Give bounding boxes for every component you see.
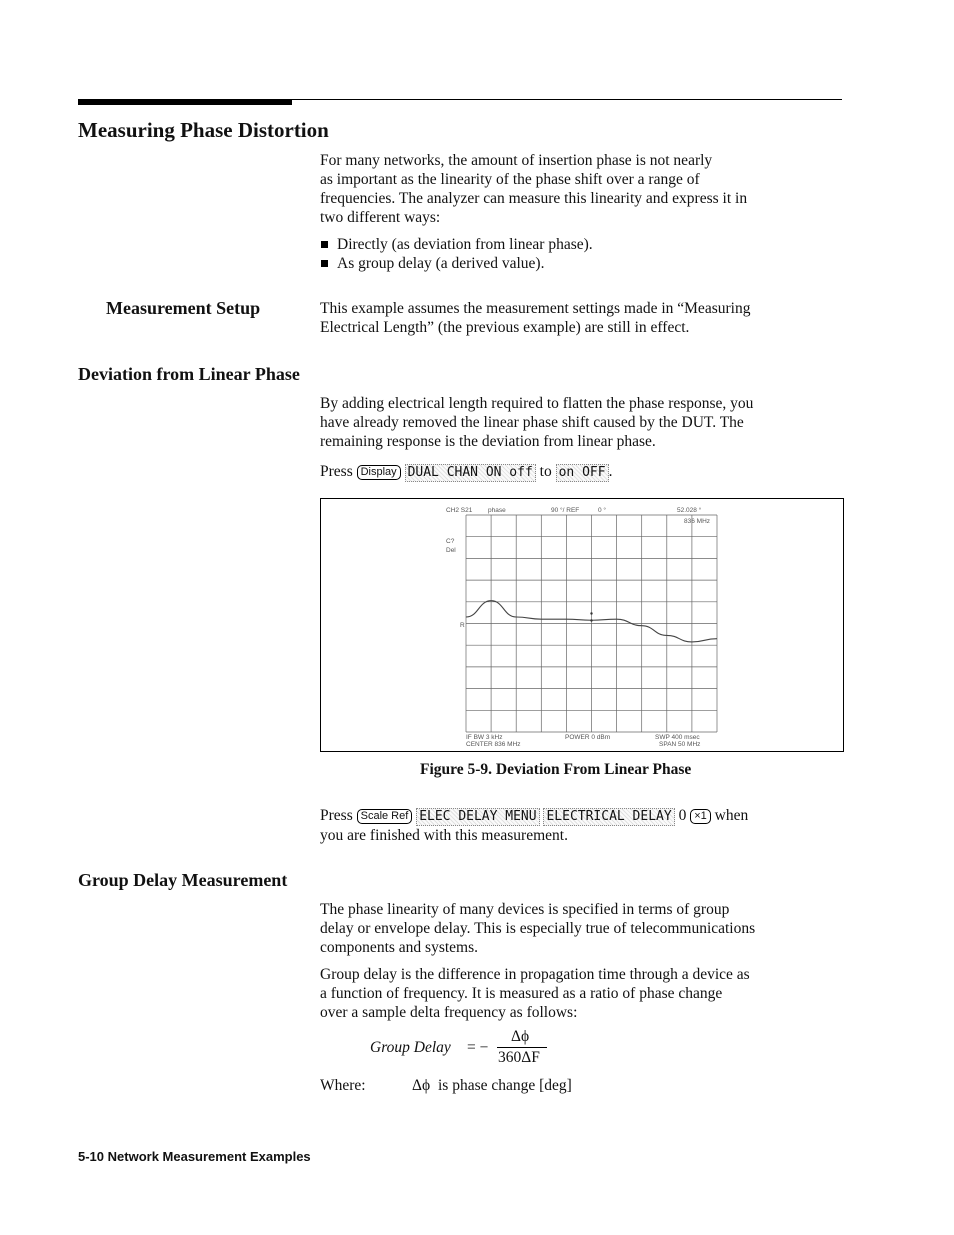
figure-caption: Figure 5-9. Deviation From Linear Phase xyxy=(420,761,692,778)
footer-span: SPAN 50 MHz xyxy=(659,741,701,748)
x1-key[interactable]: ×1 xyxy=(690,809,711,824)
header-ref: 0 ° xyxy=(598,507,607,514)
header-channel: CH2 S21 xyxy=(446,507,473,514)
measurement-setup-heading: Measurement Setup xyxy=(106,298,261,318)
display-key[interactable]: Display xyxy=(357,465,401,480)
header-scale: 90 °/ REF xyxy=(551,507,580,514)
where-description: is phase change [deg] xyxy=(438,1077,572,1094)
bullet-icon xyxy=(321,260,328,267)
header-marker-value: 52.028 ° xyxy=(677,507,702,514)
figure-frame xyxy=(320,498,844,752)
header-marker-freq: 836 MHz xyxy=(684,518,711,525)
footer-ifbw: IF BW 3 kHz xyxy=(466,734,503,741)
list-item: As group delay (a derived value). xyxy=(320,254,845,273)
deviation-paragraph: By adding electrical length required to flatten the phase response, you have already removed the linear phase shift caused by the DUT. The remaining response is the deviation from linear phase. xyxy=(320,395,754,450)
marker-dot xyxy=(590,619,592,621)
equation-denominator: 360ΔF xyxy=(498,1049,540,1066)
chart-grid xyxy=(466,515,717,732)
where-symbol: Δϕ xyxy=(412,1077,431,1094)
dual-chan-softkey[interactable]: DUAL CHAN ON off xyxy=(405,464,536,482)
intro-line: as important as the linearity of the phase shift over a range of xyxy=(320,171,700,188)
list-item: Directly (as deviation from linear phase). xyxy=(320,235,845,254)
deviation-heading: Deviation from Linear Phase xyxy=(78,364,300,384)
intro-line: For many networks, the amount of insertion phase is not nearly xyxy=(320,152,713,169)
equation-equals: = − xyxy=(467,1039,489,1056)
fraction-bar xyxy=(497,1047,547,1048)
intro-paragraph xyxy=(320,151,845,227)
footer-sweep: SWP 400 msec xyxy=(655,734,700,741)
press-display-instruction: Press Display DUAL CHAN ON off to on OFF . xyxy=(320,463,613,480)
press-scale-instruction: Press Scale Ref ELEC DELAY MENU ELECTRICAL DELAY 0 ×1 when you are finished with this measurement. xyxy=(320,807,749,844)
phase-deviation-chart xyxy=(321,499,843,751)
footer-center: CENTER 836 MHz xyxy=(466,741,521,748)
scale-ref-key[interactable]: Scale Ref xyxy=(357,809,413,824)
ref-marker: R xyxy=(460,622,465,629)
footer-power: POWER 0 dBm xyxy=(565,734,611,741)
page-title: Measuring Phase Distortion xyxy=(78,118,329,142)
header-format: phase xyxy=(488,507,506,514)
group-paragraph-2: Group delay is the difference in propagation time through a device as a function of frequency. It is measured as a ratio of phase change over a sample delta frequency as follows: xyxy=(320,966,750,1021)
group-paragraph-1: The phase linearity of many devices is specified in terms of group delay or envelope delay. This is especially true of telecommunications components and systems. xyxy=(320,901,756,956)
elec-delay-menu-softkey[interactable]: ELEC DELAY MENU xyxy=(416,808,539,826)
equation-lhs: Group Delay xyxy=(370,1039,451,1056)
side-cal-label: C? xyxy=(446,538,455,545)
bullet-list xyxy=(320,235,845,273)
page-footer: 5-10 Network Measurement Examples xyxy=(78,1149,311,1164)
side-del-label: Del xyxy=(446,547,456,554)
equation-numerator: Δϕ xyxy=(511,1028,530,1045)
intro-line: frequencies. The analyzer can measure this linearity and express it in xyxy=(320,190,748,207)
marker-dot xyxy=(590,612,592,614)
bullet-icon xyxy=(321,241,328,248)
electrical-delay-softkey[interactable]: ELECTRICAL DELAY xyxy=(543,808,674,826)
group-delay-heading: Group Delay Measurement xyxy=(78,870,288,890)
setup-paragraph: This example assumes the measurement settings made in “Measuring Electrical Length” (the previous example) are still in effect. xyxy=(320,300,751,336)
on-off-softkey[interactable]: on OFF xyxy=(556,464,609,482)
intro-line: two different ways: xyxy=(320,209,441,226)
where-label: Where: xyxy=(320,1077,366,1094)
top-rule-accent xyxy=(78,99,292,105)
